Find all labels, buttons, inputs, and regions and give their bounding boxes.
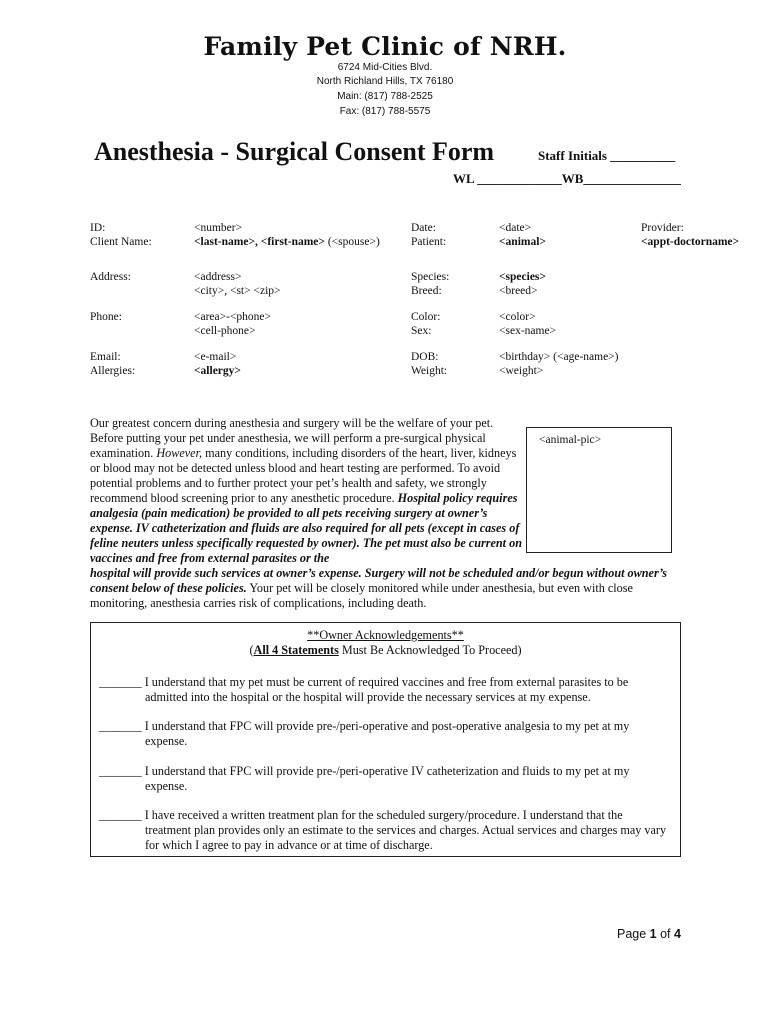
weight-label: Weight: [411,365,448,377]
address-value: <address> [194,271,242,283]
clinic-main-phone: Main: (817) 788-2525 [337,91,433,102]
provider-value-text: <appt-doctorname> [641,236,740,248]
cell-phone-value: <cell-phone> [194,325,256,337]
allergies-value [194,364,241,378]
initials-blank[interactable]: _______ [99,719,142,733]
allergies-label: Allergies: [90,365,136,377]
phone-label: Phone: [90,311,122,323]
email-label: Email: [90,351,121,363]
acknowledgement-item[interactable] [99,808,669,853]
intro-text-3: Your pet will be closely monitored while under anesthesia, but even with close monitoring, anesthesia carries risk of complications, including death. [90,581,633,610]
page-total: 4 [674,927,681,941]
acknowledgement-text-cont: admitted into the hospital or the hospital will provide the necessary services at my expense. [145,690,591,704]
subtitle-rest: Must Be Acknowledged To Proceed) [338,643,522,657]
acknowledgement-item[interactable] [99,719,669,749]
wl-wb-field: WL _____________WB_______________ [453,171,681,186]
clinic-address-line2: North Richland Hills, TX 76180 [316,76,454,87]
id-label: ID: [90,222,106,234]
subtitle-bold: All 4 Statements [253,643,339,657]
address-label: Address: [90,271,131,283]
acknowledgements-subtitle [91,643,680,658]
owner-acknowledgements-box [90,622,681,857]
id-value: <number> [194,222,243,234]
intro-paragraph [90,416,526,566]
intro-consent-bold: hospital will provide such services at owner’s expense. Surgery will not be scheduled and/or begun without owner’s consent below of these policies. [90,566,668,595]
acknowledgements-title-text: **Owner Acknowledgements** [307,628,464,642]
staff-initials-field: Staff Initials __________ [538,148,676,163]
provider-label: Provider: [641,222,684,234]
patient-value-text: <animal> [499,236,546,248]
client-name-bold: <last-name>, <first-name> [194,236,325,248]
clinic-name: Family Pet Clinic of NRH. [203,32,567,61]
patient-label: Patient: [411,236,447,248]
page-prefix: Page [617,927,650,941]
breed-value: <breed> [499,285,538,297]
email-value: <e-mail> [194,351,237,363]
patient-value [499,235,546,249]
acknowledgement-text: I have received a written treatment plan for the scheduled surgery/procedure. I understand that the [141,808,623,822]
acknowledgement-text: I understand that FPC will provide pre-/peri-operative IV catheterization and fluids to my pet at my [141,764,630,778]
color-value: <color> [499,311,536,323]
animal-pic-placeholder: <animal-pic> [539,434,602,446]
client-spouse: (<spouse>) [324,236,380,248]
page-number [617,927,681,941]
client-name-value [194,235,380,249]
acknowledgement-text: I understand that FPC will provide pre-/peri-operative and post-operative analgesia to my pet at my [141,719,630,733]
species-value [499,270,546,284]
initials-blank[interactable]: _______ [99,764,142,778]
clinic-fax: Fax: (817) 788-5575 [339,106,431,117]
phone-value: <area>-<phone> [194,311,272,323]
dob-label: DOB: [411,351,439,363]
acknowledgement-item[interactable] [99,764,669,794]
breed-label: Breed: [411,285,442,297]
weight-value: <weight> [499,365,544,377]
species-label: Species: [411,271,450,283]
color-label: Color: [411,311,441,323]
form-title: Anesthesia - Surgical Consent Form [94,137,495,166]
sex-value: <sex-name> [499,325,557,337]
intro-policy-bold: Hospital policy requires analgesia (pain medication) be provided to all pets receiving surgery at owner’s expense. IV catheterization and fluids are also required for all pets (except in cases of feline neuters unless specifically requested by owner). The pet must also be current on vaccines and free from external parasites or the [90,491,522,565]
client-name-label: Client Name: [90,236,152,248]
intro-text-2: many conditions, including disorders of the heart, liver, kidneys or blood may not be detected unless blood and heart testing are performed. To avoid potential problems and to further protect your pet’s health and safety, we strongly recommend blood screening prior to any anesthetic procedure. [90,446,517,505]
subtitle-open: ( [249,643,254,657]
acknowledgement-text-cont: expense. [145,734,188,748]
city-value: <city>, <st> <zip> [194,285,281,297]
dob-value: <birthday> (<age-name>) [499,351,619,363]
initials-blank[interactable]: _______ [99,675,142,689]
acknowledgement-text-cont: expense. [145,779,188,793]
clinic-address-line1: 6724 Mid-Cities Blvd. [337,62,433,73]
animal-picture-box [526,427,672,553]
provider-value [641,235,739,249]
page-current: 1 [649,927,657,941]
date-value: <date> [499,222,532,234]
allergies-value-text: <allergy> [194,365,241,377]
acknowledgement-item[interactable] [99,675,669,705]
acknowledgements-title [91,628,680,643]
sex-label: Sex: [411,325,432,337]
intro-paragraph-continued [90,566,690,611]
acknowledgement-text: I understand that my pet must be current of required vaccines and free from external parasites to be [141,675,629,689]
page-of: of [656,927,674,941]
intro-text-1: Our greatest concern during anesthesia and surgery will be the welfare of your pet. Before putting your pet under anesthesia, we will perform a pre-surgical physical examination. [90,416,494,460]
species-value-text: <species> [499,271,546,283]
date-label: Date: [411,222,436,234]
initials-blank[interactable]: _______ [99,808,142,822]
intro-italic: However, [156,446,203,460]
acknowledgement-text-cont: treatment plan provides only an estimate to the services and charges. Actual services and charges may vary for which I agree to pay in advance or at time of discharge. [145,823,667,852]
